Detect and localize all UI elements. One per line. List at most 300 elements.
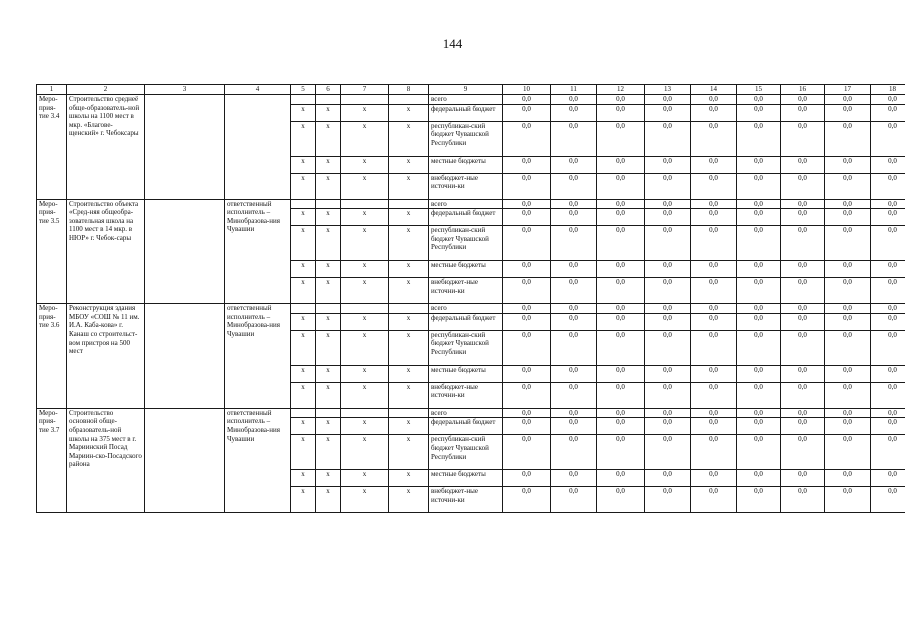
funding-source: всего: [429, 199, 503, 209]
amount-cell: 0,0: [691, 408, 737, 418]
amount-cell: 0,0: [781, 330, 825, 365]
funding-source: всего: [429, 304, 503, 314]
code-cell: х: [389, 487, 429, 513]
funding-source: местные бюджеты: [429, 470, 503, 487]
code-cell: х: [341, 487, 389, 513]
amount-cell: 0,0: [737, 156, 781, 173]
amount-cell: 0,0: [825, 365, 871, 382]
code-cell: х: [341, 313, 389, 330]
amount-cell: 0,0: [551, 261, 597, 278]
code-cell: х: [316, 278, 341, 304]
code-cell: х: [316, 156, 341, 173]
amount-cell: 0,0: [691, 261, 737, 278]
code-cell: х: [291, 382, 316, 408]
code-cell: [291, 199, 316, 209]
code-cell: х: [316, 330, 341, 365]
code-cell: х: [291, 173, 316, 199]
funding-table: [36, 84, 905, 513]
amount-cell: 0,0: [551, 408, 597, 418]
measure-label: Меро- прия- тие 3.5: [37, 199, 67, 304]
measure-description: Строительство объекта «Сред-няя общеобра-зовательная школа на 1100 мест в 14 мкр. в НЮР» г. Чебок-сары: [67, 199, 145, 304]
amount-cell: 0,0: [871, 365, 905, 382]
amount-cell: 0,0: [737, 382, 781, 408]
code-cell: х: [389, 226, 429, 261]
amount-cell: 0,0: [551, 278, 597, 304]
amount-cell: 0,0: [781, 304, 825, 314]
amount-cell: 0,0: [503, 470, 551, 487]
amount-cell: 0,0: [645, 470, 691, 487]
column-3-cell: [145, 408, 225, 513]
amount-cell: 0,0: [737, 121, 781, 156]
amount-cell: 0,0: [551, 418, 597, 435]
amount-cell: 0,0: [503, 156, 551, 173]
amount-cell: 0,0: [645, 304, 691, 314]
amount-cell: 0,0: [691, 304, 737, 314]
amount-cell: 0,0: [871, 470, 905, 487]
amount-cell: 0,0: [825, 487, 871, 513]
funding-source: местные бюджеты: [429, 156, 503, 173]
amount-cell: 0,0: [597, 95, 645, 105]
amount-cell: 0,0: [645, 209, 691, 226]
amount-cell: 0,0: [871, 156, 905, 173]
amount-cell: 0,0: [871, 408, 905, 418]
amount-cell: 0,0: [551, 330, 597, 365]
amount-cell: 0,0: [825, 199, 871, 209]
column-3-cell: [145, 304, 225, 409]
code-cell: [316, 304, 341, 314]
code-cell: х: [341, 278, 389, 304]
amount-cell: 0,0: [597, 487, 645, 513]
code-cell: [316, 95, 341, 105]
funding-source: внебюджет-ные источни-ки: [429, 382, 503, 408]
code-cell: х: [341, 121, 389, 156]
amount-cell: 0,0: [503, 408, 551, 418]
column-number: 12: [597, 85, 645, 95]
code-cell: х: [389, 470, 429, 487]
amount-cell: 0,0: [737, 418, 781, 435]
code-cell: х: [389, 313, 429, 330]
column-number: 16: [781, 85, 825, 95]
amount-cell: 0,0: [503, 173, 551, 199]
funding-source: внебюджет-ные источни-ки: [429, 173, 503, 199]
amount-cell: 0,0: [737, 278, 781, 304]
amount-cell: 0,0: [597, 418, 645, 435]
code-cell: х: [341, 330, 389, 365]
funding-source: федеральный бюджет: [429, 209, 503, 226]
amount-cell: 0,0: [871, 104, 905, 121]
code-cell: х: [316, 121, 341, 156]
funding-source: федеральный бюджет: [429, 418, 503, 435]
amount-cell: 0,0: [551, 95, 597, 105]
measure-label: Меро- прия- тие 3.4: [37, 95, 67, 200]
amount-cell: 0,0: [825, 304, 871, 314]
amount-cell: 0,0: [737, 226, 781, 261]
amount-cell: 0,0: [781, 365, 825, 382]
amount-cell: 0,0: [597, 173, 645, 199]
amount-cell: 0,0: [781, 418, 825, 435]
amount-cell: 0,0: [737, 261, 781, 278]
amount-cell: 0,0: [551, 304, 597, 314]
responsible-executor: [225, 95, 291, 200]
amount-cell: 0,0: [645, 199, 691, 209]
code-cell: х: [341, 418, 389, 435]
amount-cell: 0,0: [691, 330, 737, 365]
funding-source: внебюджет-ные источни-ки: [429, 487, 503, 513]
amount-cell: 0,0: [597, 156, 645, 173]
amount-cell: 0,0: [551, 104, 597, 121]
amount-cell: 0,0: [503, 226, 551, 261]
amount-cell: 0,0: [781, 226, 825, 261]
amount-cell: 0,0: [645, 408, 691, 418]
code-cell: х: [389, 365, 429, 382]
amount-cell: 0,0: [645, 313, 691, 330]
amount-cell: 0,0: [871, 487, 905, 513]
amount-cell: 0,0: [503, 487, 551, 513]
column-number: 2: [67, 85, 145, 95]
column-3-cell: [145, 95, 225, 200]
amount-cell: 0,0: [597, 278, 645, 304]
table-row: [37, 95, 905, 105]
amount-cell: 0,0: [737, 487, 781, 513]
amount-cell: 0,0: [781, 173, 825, 199]
amount-cell: 0,0: [825, 209, 871, 226]
amount-cell: 0,0: [737, 330, 781, 365]
code-cell: х: [341, 365, 389, 382]
amount-cell: 0,0: [825, 382, 871, 408]
code-cell: [316, 408, 341, 418]
amount-cell: 0,0: [825, 313, 871, 330]
amount-cell: 0,0: [737, 304, 781, 314]
amount-cell: 0,0: [691, 313, 737, 330]
funding-source: республикан-ский бюджет Чувашской Республики: [429, 121, 503, 156]
funding-source: республикан-ский бюджет Чувашской Республики: [429, 435, 503, 470]
measure-label: Меро- прия- тие 3.6: [37, 304, 67, 409]
amount-cell: 0,0: [825, 261, 871, 278]
amount-cell: 0,0: [597, 261, 645, 278]
code-cell: х: [316, 435, 341, 470]
amount-cell: 0,0: [781, 313, 825, 330]
amount-cell: 0,0: [645, 418, 691, 435]
code-cell: [389, 95, 429, 105]
column-number: 3: [145, 85, 225, 95]
amount-cell: 0,0: [781, 435, 825, 470]
code-cell: х: [291, 435, 316, 470]
amount-cell: 0,0: [781, 278, 825, 304]
code-cell: х: [341, 226, 389, 261]
page-number: 144: [442, 36, 463, 51]
code-cell: х: [316, 365, 341, 382]
amount-cell: 0,0: [825, 470, 871, 487]
amount-cell: 0,0: [503, 104, 551, 121]
column-number: 1: [37, 85, 67, 95]
amount-cell: 0,0: [503, 121, 551, 156]
code-cell: [389, 408, 429, 418]
code-cell: х: [341, 261, 389, 278]
amount-cell: 0,0: [781, 199, 825, 209]
code-cell: х: [316, 470, 341, 487]
amount-cell: 0,0: [645, 435, 691, 470]
amount-cell: 0,0: [825, 278, 871, 304]
column-number: 11: [551, 85, 597, 95]
amount-cell: 0,0: [781, 382, 825, 408]
code-cell: х: [291, 121, 316, 156]
code-cell: х: [316, 313, 341, 330]
amount-cell: 0,0: [645, 95, 691, 105]
amount-cell: 0,0: [645, 382, 691, 408]
code-cell: х: [291, 104, 316, 121]
code-cell: х: [291, 487, 316, 513]
amount-cell: 0,0: [737, 435, 781, 470]
amount-cell: 0,0: [871, 304, 905, 314]
amount-cell: 0,0: [825, 330, 871, 365]
amount-cell: 0,0: [503, 435, 551, 470]
code-cell: х: [341, 470, 389, 487]
amount-cell: 0,0: [737, 470, 781, 487]
amount-cell: 0,0: [825, 418, 871, 435]
amount-cell: 0,0: [551, 382, 597, 408]
amount-cell: 0,0: [871, 435, 905, 470]
code-cell: [341, 408, 389, 418]
code-cell: х: [389, 278, 429, 304]
column-3-cell: [145, 199, 225, 304]
amount-cell: 0,0: [551, 121, 597, 156]
amount-cell: 0,0: [503, 209, 551, 226]
code-cell: х: [389, 330, 429, 365]
amount-cell: 0,0: [781, 156, 825, 173]
amount-cell: 0,0: [597, 435, 645, 470]
amount-cell: 0,0: [871, 330, 905, 365]
funding-source: республикан-ский бюджет Чувашской Республики: [429, 226, 503, 261]
amount-cell: 0,0: [737, 173, 781, 199]
amount-cell: 0,0: [691, 226, 737, 261]
code-cell: х: [291, 156, 316, 173]
amount-cell: 0,0: [597, 408, 645, 418]
table-row: [37, 304, 905, 314]
table-row: [37, 199, 905, 209]
column-number: 15: [737, 85, 781, 95]
amount-cell: 0,0: [871, 261, 905, 278]
code-cell: х: [316, 173, 341, 199]
amount-cell: 0,0: [645, 365, 691, 382]
amount-cell: 0,0: [825, 156, 871, 173]
amount-cell: 0,0: [597, 199, 645, 209]
amount-cell: 0,0: [551, 313, 597, 330]
amount-cell: 0,0: [871, 418, 905, 435]
amount-cell: 0,0: [691, 435, 737, 470]
amount-cell: 0,0: [781, 261, 825, 278]
code-cell: х: [316, 226, 341, 261]
amount-cell: 0,0: [597, 313, 645, 330]
amount-cell: 0,0: [503, 278, 551, 304]
amount-cell: 0,0: [781, 104, 825, 121]
code-cell: х: [341, 173, 389, 199]
funding-source: всего: [429, 95, 503, 105]
header-row: [37, 85, 905, 95]
code-cell: х: [341, 382, 389, 408]
amount-cell: 0,0: [551, 209, 597, 226]
code-cell: х: [316, 418, 341, 435]
amount-cell: 0,0: [825, 226, 871, 261]
code-cell: х: [291, 470, 316, 487]
code-cell: х: [389, 156, 429, 173]
code-cell: [341, 304, 389, 314]
amount-cell: 0,0: [551, 365, 597, 382]
code-cell: х: [389, 435, 429, 470]
responsible-executor: ответственный исполнитель – Минобразова-ния Чувашии: [225, 408, 291, 513]
amount-cell: 0,0: [503, 199, 551, 209]
code-cell: х: [389, 104, 429, 121]
amount-cell: 0,0: [691, 199, 737, 209]
amount-cell: 0,0: [691, 209, 737, 226]
code-cell: х: [389, 418, 429, 435]
amount-cell: 0,0: [871, 226, 905, 261]
amount-cell: 0,0: [871, 278, 905, 304]
code-cell: х: [316, 487, 341, 513]
column-number: 13: [645, 85, 691, 95]
amount-cell: 0,0: [737, 104, 781, 121]
amount-cell: 0,0: [645, 330, 691, 365]
code-cell: х: [291, 365, 316, 382]
amount-cell: 0,0: [737, 408, 781, 418]
code-cell: [341, 199, 389, 209]
table-row: [37, 408, 905, 418]
amount-cell: 0,0: [691, 121, 737, 156]
amount-cell: 0,0: [871, 382, 905, 408]
amount-cell: 0,0: [551, 435, 597, 470]
amount-cell: 0,0: [597, 121, 645, 156]
table-body: [37, 85, 905, 513]
amount-cell: 0,0: [645, 487, 691, 513]
amount-cell: 0,0: [871, 95, 905, 105]
amount-cell: 0,0: [503, 382, 551, 408]
code-cell: х: [291, 278, 316, 304]
column-number: 14: [691, 85, 737, 95]
amount-cell: 0,0: [597, 304, 645, 314]
amount-cell: 0,0: [645, 226, 691, 261]
amount-cell: 0,0: [691, 470, 737, 487]
column-number: 8: [389, 85, 429, 95]
amount-cell: 0,0: [737, 209, 781, 226]
amount-cell: 0,0: [597, 104, 645, 121]
column-number: 17: [825, 85, 871, 95]
code-cell: х: [291, 226, 316, 261]
amount-cell: 0,0: [597, 330, 645, 365]
code-cell: х: [291, 313, 316, 330]
column-number: 7: [341, 85, 389, 95]
amount-cell: 0,0: [551, 487, 597, 513]
amount-cell: 0,0: [503, 304, 551, 314]
amount-cell: 0,0: [691, 173, 737, 199]
amount-cell: 0,0: [691, 382, 737, 408]
code-cell: х: [389, 173, 429, 199]
amount-cell: 0,0: [781, 95, 825, 105]
amount-cell: 0,0: [691, 104, 737, 121]
amount-cell: 0,0: [781, 121, 825, 156]
code-cell: х: [316, 104, 341, 121]
amount-cell: 0,0: [551, 173, 597, 199]
amount-cell: 0,0: [737, 365, 781, 382]
code-cell: х: [291, 330, 316, 365]
code-cell: [341, 95, 389, 105]
amount-cell: 0,0: [691, 365, 737, 382]
code-cell: х: [291, 418, 316, 435]
amount-cell: 0,0: [825, 95, 871, 105]
code-cell: х: [316, 382, 341, 408]
code-cell: [291, 408, 316, 418]
amount-cell: 0,0: [597, 209, 645, 226]
amount-cell: 0,0: [737, 199, 781, 209]
amount-cell: 0,0: [645, 104, 691, 121]
measure-description: Реконструкция здания МБОУ «СОШ № 11 им. И.А. Каба-кова» г. Канаш со строительст-вом пристроя на 500 мест: [67, 304, 145, 409]
code-cell: х: [316, 209, 341, 226]
funding-source: федеральный бюджет: [429, 313, 503, 330]
code-cell: [291, 304, 316, 314]
measure-description: Строительство основной обще-образователь-ной школы на 375 мест в г. Мариинский Посад Мариин-ско-Посадского района: [67, 408, 145, 513]
amount-cell: 0,0: [503, 330, 551, 365]
funding-source: местные бюджеты: [429, 261, 503, 278]
amount-cell: 0,0: [597, 382, 645, 408]
amount-cell: 0,0: [597, 365, 645, 382]
code-cell: [316, 199, 341, 209]
amount-cell: 0,0: [781, 470, 825, 487]
amount-cell: 0,0: [691, 156, 737, 173]
code-cell: х: [341, 104, 389, 121]
column-number: 10: [503, 85, 551, 95]
code-cell: х: [389, 121, 429, 156]
amount-cell: 0,0: [597, 226, 645, 261]
amount-cell: 0,0: [503, 261, 551, 278]
amount-cell: 0,0: [825, 104, 871, 121]
amount-cell: 0,0: [645, 156, 691, 173]
code-cell: х: [341, 156, 389, 173]
column-number: 6: [316, 85, 341, 95]
funding-source: федеральный бюджет: [429, 104, 503, 121]
amount-cell: 0,0: [503, 313, 551, 330]
measure-description: Строительство среднеё обще-образователь-ной школы на 1100 мест в мкр. «Благове-щенский» г. Чебоксары: [67, 95, 145, 200]
amount-cell: 0,0: [551, 156, 597, 173]
code-cell: х: [316, 261, 341, 278]
amount-cell: 0,0: [645, 121, 691, 156]
amount-cell: 0,0: [503, 418, 551, 435]
amount-cell: 0,0: [781, 408, 825, 418]
code-cell: х: [389, 209, 429, 226]
amount-cell: 0,0: [645, 278, 691, 304]
amount-cell: 0,0: [825, 121, 871, 156]
amount-cell: 0,0: [871, 313, 905, 330]
amount-cell: 0,0: [871, 173, 905, 199]
amount-cell: 0,0: [691, 418, 737, 435]
column-number: 4: [225, 85, 291, 95]
code-cell: х: [341, 209, 389, 226]
funding-source: местные бюджеты: [429, 365, 503, 382]
column-number: 18: [871, 85, 905, 95]
amount-cell: 0,0: [871, 121, 905, 156]
code-cell: х: [291, 261, 316, 278]
amount-cell: 0,0: [825, 408, 871, 418]
amount-cell: 0,0: [551, 199, 597, 209]
funding-source: республикан-ский бюджет Чувашской Республики: [429, 330, 503, 365]
column-number: 9: [429, 85, 503, 95]
code-cell: х: [341, 435, 389, 470]
amount-cell: 0,0: [551, 226, 597, 261]
amount-cell: 0,0: [871, 199, 905, 209]
responsible-executor: ответственный исполнитель – Минобразова-ния Чувашии: [225, 304, 291, 409]
amount-cell: 0,0: [737, 313, 781, 330]
amount-cell: 0,0: [781, 209, 825, 226]
code-cell: х: [389, 261, 429, 278]
funding-source: всего: [429, 408, 503, 418]
code-cell: [389, 304, 429, 314]
